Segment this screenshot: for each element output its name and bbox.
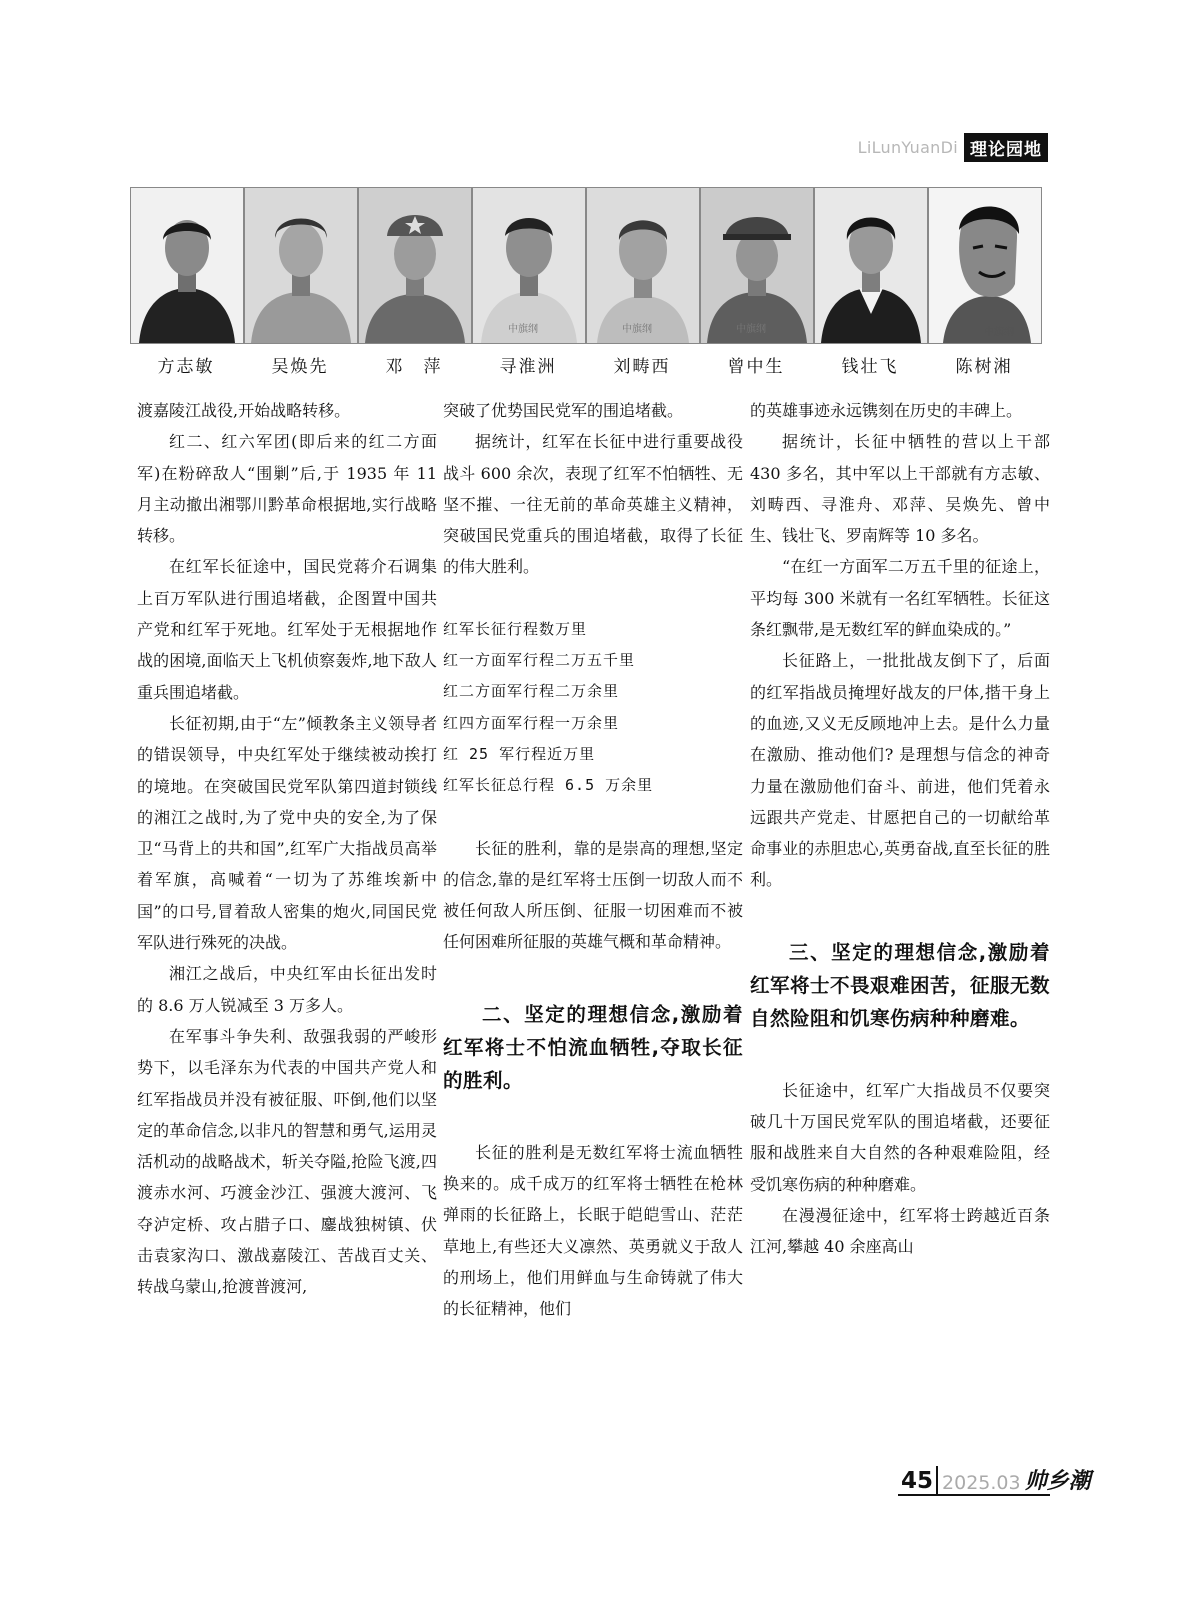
- column-2: [443, 395, 743, 1325]
- stat-line: 红 25 军行程近万里: [443, 744, 596, 763]
- column-3: [750, 395, 1050, 1263]
- paragraph: 长征的胜利是无数红军将士流血牺牲换来的。成千成万的红军将士牺牲在枪林弹雨的长征路上，长眠于皑皑雪山、茫茫草地上,有些还大义凛然、英勇就义于敌人的刑场上，他们用鲜血与生命铸就了伟大的长征精神，他们: [443, 1142, 743, 1319]
- spacer: [443, 1097, 743, 1137]
- paragraph: 长征的胜利，靠的是崇高的理想,坚定的信念,靠的是红军将士压倒一切敌人而不被任何敌人所压倒、征服一切困难而不被任何困难所征服的英雄气概和革命精神。: [443, 838, 743, 952]
- page-footer: [898, 1462, 1091, 1496]
- portrait-caption-1: 方志敏: [157, 357, 215, 377]
- portrait-3: [358, 187, 472, 344]
- portrait-caption-5: 刘畴西: [613, 357, 671, 377]
- section-title-cn: 理论园地: [964, 133, 1048, 162]
- page-number: 45: [898, 1466, 938, 1496]
- paragraph: 据统计，红军在长征中进行重要战役战斗 600 余次，表现了红军不怕牺牲、无坚不摧、一往无前的革命英雄主义精神，突破国民党重兵的围追堵截，取得了长征的伟大胜利。: [443, 432, 743, 577]
- stat-line: 红四方面军行程一万余里: [443, 713, 620, 732]
- mileage-stats: [443, 614, 743, 802]
- stat-line: 红一方面军行程二万五千里: [443, 651, 636, 670]
- spacer: [750, 1035, 1050, 1075]
- paragraph: 在红军长征途中，国民党蒋介石调集上百万军队进行围追堵截，企图置中国共产党和红军于死地。红军处于无根据地作战的困境,面临天上飞机侦察轰炸,地下敌人重兵围追堵截。: [137, 557, 437, 702]
- portrait-caption-4: 寻淮洲: [499, 357, 557, 377]
- section-heading-3: 三、坚定的理想信念,激励着红军将士不畏艰难困苦，征服无数自然险阻和饥寒伤病种种磨难。: [750, 940, 1051, 1030]
- portrait-watermark-4: 中旗纲: [508, 324, 538, 335]
- paragraph: “在红一方面军二万五千里的征途上，平均每 300 米就有一名红军牺牲。长征这条红飘带,是无数红军的鲜血染成的。”: [750, 557, 1050, 640]
- paragraph: 红二、红六军团(即后来的红二方面军)在粉碎敌人“围剿”后,于 1935 年 11 月主动撤出湘鄂川黔革命根据地,实行战略转移。: [137, 432, 437, 546]
- paragraph: 长征路上，一批批战友倒下了，后面的红军指战员掩埋好战友的尸体,揩干身上的血迹,又义无反顾地冲上去。是什么力量在激励、推动他们? 是理想与信念的神奇力量在激励他们奋斗、前进，他们凭着永远跟共产党走、甘愿把自己的一切献给革命事业的赤胆忠心,英勇奋战,直至长征的胜利。: [750, 651, 1050, 890]
- magazine-logo: 帅乡潮: [1024, 1468, 1091, 1494]
- spacer: [443, 958, 743, 998]
- portrait-watermark-8: 中旗纲: [984, 327, 1014, 338]
- section-heading-2: 二、坚定的理想信念,激励着红军将士不怕流血牺牲,夺取长征的胜利。: [443, 1002, 743, 1092]
- stat-line: 红军长征行程数万里: [443, 619, 588, 638]
- column-1: [137, 395, 437, 1303]
- stat-line: 红军长征总行程 6.5 万余里: [443, 776, 654, 795]
- portrait-caption-8: 陈树湘: [955, 357, 1013, 377]
- paragraph: 长征初期,由于“左”倾教条主义领导者的错误领导，中央红军处于继续被动挨打的境地。在突破国民党军队第四道封锁线的湘江之战时,为了党中央的安全,为了保卫“马背上的共和国”,红军广大指战员高举着军旗，高喊着“一切为了苏维埃新中国”的口号,冒着敌人密集的炮火,同国民党军队进行殊死的决战。: [137, 713, 437, 953]
- portrait-caption-2: 吴焕先: [271, 357, 329, 377]
- paragraph: 突破了优势国民党军的围追堵截。: [443, 401, 684, 420]
- spacer: [443, 583, 743, 614]
- spacer: [443, 802, 743, 833]
- issue-date: 2025.03: [942, 1472, 1021, 1494]
- portrait-strip: [130, 187, 1070, 347]
- paragraph: 据统计，长征中牺牲的营以上干部 430 多名，其中军以上干部就有方志敏、刘畴西、寻淮舟、邓萍、吴焕先、曾中生、钱壮飞、罗南辉等 10 多名。: [750, 432, 1050, 546]
- footer-rule: [898, 1494, 1050, 1496]
- paragraph: 的英雄事迹永远镌刻在历史的丰碑上。: [750, 401, 1023, 420]
- stat-line: 红二方面军行程二万余里: [443, 682, 620, 701]
- portrait-watermark-6: 中旗纲: [736, 324, 766, 335]
- paragraph: 长征途中，红军广大指战员不仅要突破几十万国民党军队的围追堵截，还要征服和战胜来自大自然的各种艰难险阻，经受饥寒伤病的种种磨难。: [750, 1080, 1050, 1194]
- section-header: [858, 133, 1048, 161]
- paragraph: 在军事斗争失利、敌强我弱的严峻形势下，以毛泽东为代表的中国共产党人和红军指战员并没有被征服、吓倒,他们以坚定的革命信念,以非凡的智慧和勇气,运用灵活机动的战略战术，斩关夺隘,抢险飞渡,四渡赤水河、巧渡金沙江、强渡大渡河、飞夺泸定桥、攻占腊子口、鏖战独树镇、伏击袁家沟口、激战嘉陵江、苦战百丈关、转战乌蒙山,抢渡普渡河,: [137, 1026, 437, 1297]
- portrait-1: [130, 187, 244, 344]
- paragraph: 渡嘉陵江战役,开始战略转移。: [137, 401, 351, 420]
- spacer: [750, 896, 1050, 936]
- paragraph: 在漫漫征途中，红军将士跨越近百条江河,攀越 40 余座高山: [750, 1205, 1050, 1257]
- portrait-watermark-5: 中旗纲: [622, 324, 652, 335]
- portrait-caption-3: 邓 萍: [385, 357, 443, 377]
- portrait-caption-7: 钱壮飞: [841, 357, 899, 377]
- portrait-captions: [130, 352, 1070, 378]
- portrait-caption-6: 曾中生: [727, 357, 785, 377]
- portrait-8: [928, 187, 1042, 344]
- portrait-2: [244, 187, 358, 344]
- section-title-en: LiLunYuanDi: [857, 137, 958, 157]
- paragraph: 湘江之战后，中央红军由长征出发时的 8.6 万人锐减至 3 万多人。: [137, 964, 437, 1015]
- portrait-7: [814, 187, 928, 344]
